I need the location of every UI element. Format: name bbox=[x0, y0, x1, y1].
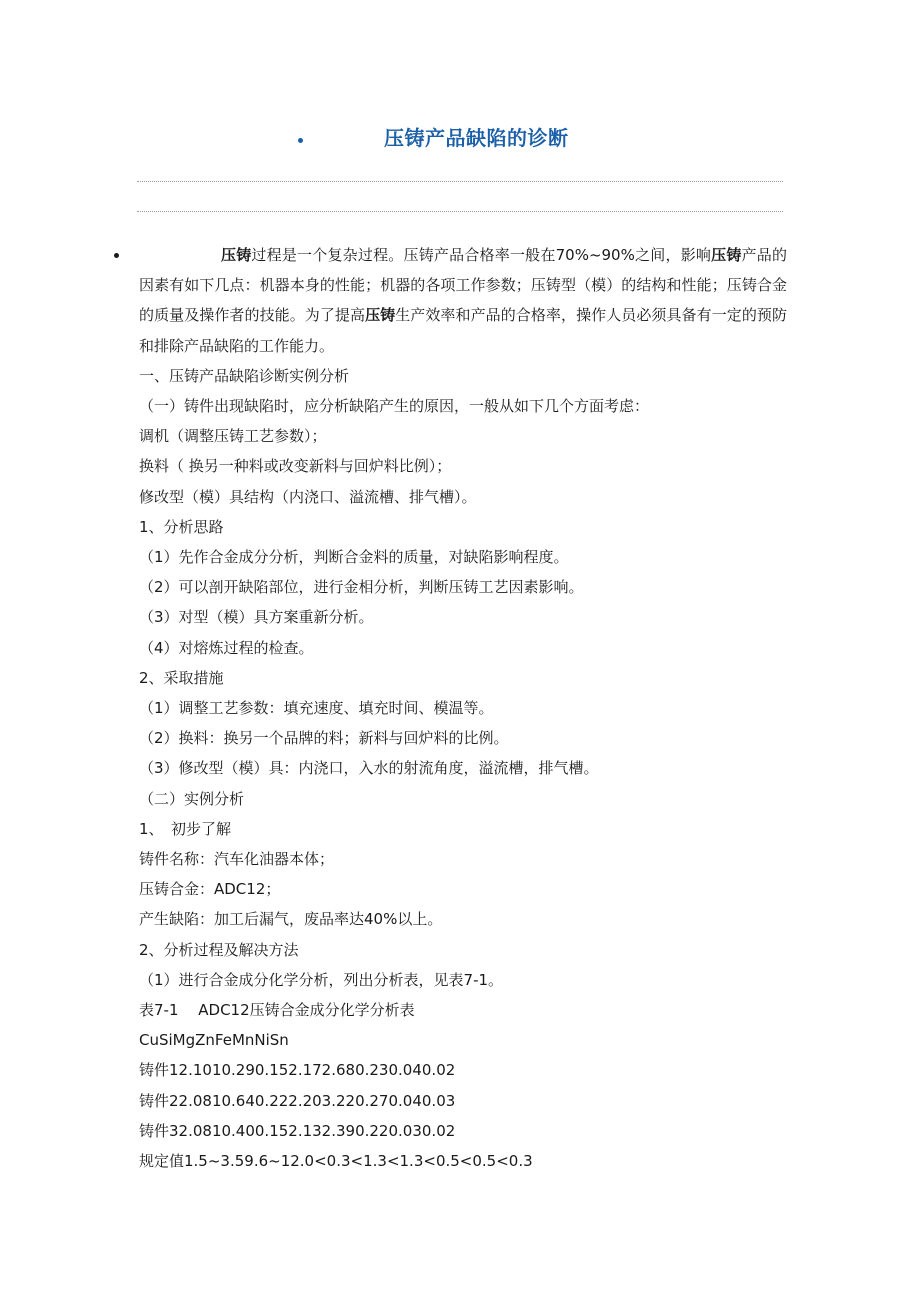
table-header-row: CuSiMgZnFeMnNiSn bbox=[139, 1031, 289, 1050]
dotted-divider-top bbox=[137, 181, 783, 182]
intro-segment: 产品的因素有如下几点：机器本身的性能；机器的各项工作参数；压铸型（模）的结构和性能；压铸合金的质量及操作者的技能。为了提高 bbox=[139, 246, 787, 325]
text-line: 修改型（模）具结构（内浇口、溢流槽、排气槽）。 bbox=[139, 487, 477, 506]
article-body bbox=[139, 240, 787, 1176]
dotted-divider-bottom bbox=[137, 211, 783, 212]
title-row bbox=[0, 118, 920, 154]
table-row: 铸件32.0810.400.152.132.390.220.030.02 bbox=[139, 1121, 456, 1140]
text-line: （1）调整工艺参数：填充速度、填充时间、模温等。 bbox=[139, 699, 494, 718]
intro-segment: 压铸 bbox=[221, 246, 252, 264]
text-line: 压铸合金：ADC12； bbox=[139, 880, 281, 899]
body-bullet-icon bbox=[114, 253, 119, 258]
text-line: （1）先作合金成分分析，判断合金料的质量，对缺陷影响程度。 bbox=[139, 548, 569, 567]
subsection-heading: 1、 初步了解 bbox=[139, 819, 232, 838]
text-line: （4）对熔炼过程的检查。 bbox=[139, 638, 314, 657]
text-line: 换料（ 换另一种料或改变新料与回炉料比例）； bbox=[139, 457, 452, 476]
table-row: 铸件12.1010.290.152.172.680.230.040.02 bbox=[139, 1061, 456, 1080]
table-row: 铸件22.0810.640.222.203.220.270.040.03 bbox=[139, 1091, 456, 1110]
section-heading: 一、压铸产品缺陷诊断实例分析 bbox=[139, 366, 350, 385]
intro-segment: 压铸 bbox=[711, 246, 742, 264]
text-line: （2）换料：换另一个品牌的料；新料与回炉料的比例。 bbox=[139, 729, 509, 748]
text-line: （1）进行合金成分化学分析，列出分析表，见表7-1。 bbox=[139, 970, 504, 989]
subsection-heading: 1、分析思路 bbox=[139, 517, 224, 536]
intro-segment: 压铸 bbox=[365, 306, 396, 325]
text-line: （2）可以剖开缺陷部位，进行金相分析，判断压铸工艺因素影响。 bbox=[139, 578, 584, 597]
text-line: 产生缺陷：加工后漏气，废品率达40%以上。 bbox=[139, 910, 443, 929]
text-line: 调机（调整压铸工艺参数）； bbox=[139, 427, 327, 446]
text-line: （一）铸件出现缺陷时，应分析缺陷产生的原因，一般从如下几个方面考虑： bbox=[139, 397, 650, 416]
intro-paragraph bbox=[139, 240, 787, 361]
subsection-heading: 2、分析过程及解决方法 bbox=[139, 940, 299, 959]
text-line: （3）修改型（模）具：内浇口，入水的射流角度，溢流槽，排气槽。 bbox=[139, 759, 599, 778]
text-line: （3）对型（模）具方案重新分析。 bbox=[139, 608, 374, 627]
text-line: 铸件名称：汽车化油器本体； bbox=[139, 850, 335, 869]
page-title: 压铸产品缺陷的诊断 bbox=[384, 126, 569, 150]
table-row: 规定值1.5~3.59.6~12.0<0.3<1.3<1.3<0.5<0.5<0.3 bbox=[139, 1152, 533, 1171]
title-bullet-icon bbox=[298, 138, 303, 143]
intro-segment: 生产效率和产品的合格率，操作人员必须具备有一定的预防和排除产品缺陷的工作能力。 bbox=[139, 306, 787, 355]
intro-segment: 过程是一个复杂过程。压铸产品合格率一般在70%~90%之间，影响 bbox=[251, 246, 712, 264]
table-caption: 表7-1 ADC12压铸合金成分化学分析表 bbox=[139, 1001, 415, 1020]
subsection-heading: 2、采取措施 bbox=[139, 668, 224, 687]
subsection-heading: （二）实例分析 bbox=[139, 789, 245, 808]
